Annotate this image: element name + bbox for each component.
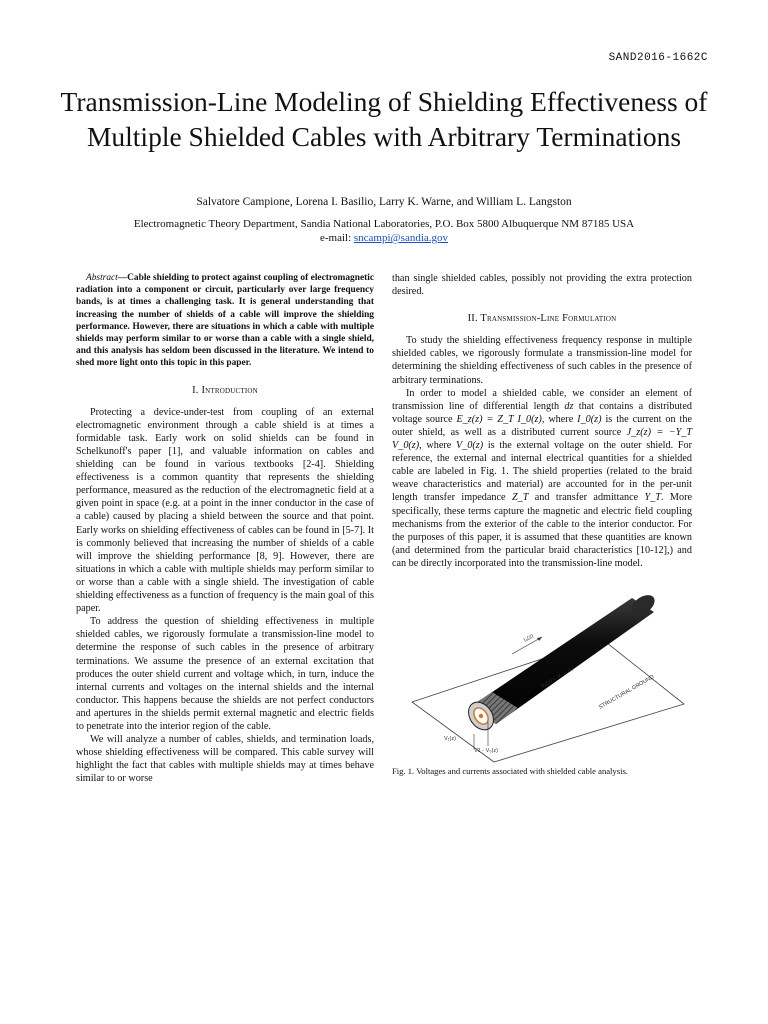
math-ez: E_z(z) = Z_T I_0(z): [456, 413, 542, 425]
affiliation-text: Electromagnetic Theory Department, Sandia National Laboratories, P.O. Box 5800 Albuquerque NM 87185 USA: [133, 218, 635, 230]
email-link[interactable]: sncampi@sandia.gov: [353, 232, 449, 244]
intro-paragraph-2: To address the question of shielding effectiveness in multiple shielded cables, we rigorously formulate a transmission-line model to determine the response of such cables in the presence of arbitrary terminations. We assume the presence of an external excitation that produces the outer shield current and voltage which, in turn, induce the internal currents and voltages on the internal shields and the internal conductor. This happens because the shields are not perfect conductors and apertures in the shields permit external magnetic and electric fields to penetrate into the interior region of the cable.: [76, 616, 374, 732]
math-zt: Z_T: [511, 492, 529, 504]
left-column: [76, 272, 374, 785]
label-i0: I₀(z): [522, 633, 535, 644]
math-i0: I_0(z): [577, 413, 602, 425]
label-vlz: V₁(z): [444, 735, 456, 742]
intro-paragraph-1: Protecting a device-under-test from coupling of an external electromagnetic environment through a cable shield is at times a formidable task. Early work on solid shields can be found in Schelkunoff's paper [1], and valuable information on cables and shielding can be found in various textbooks [2-4]. Shielding effectiveness is a common quantity that represents the shielding performance, measured as the reduction of the electromagnetic field at a given point in space (e.g. at a point in the inner conductor in the case of a cable) caused by placing a shield between the source and that point. Early works on shielding effectiveness of cables can be found in [5-7]. It is commonly believed that increasing the number of shields of a cable will improve the shielding performance [8, 9]. However, there are situations in which a cable with multiple shields may perform similar to or worse than a cable with a single shield. The investigation of cable shielding effectiveness as a function of frequency is the main goal of this paper.: [76, 406, 374, 615]
email-line: [60, 231, 708, 245]
math-yt: Y_T: [644, 492, 661, 504]
text-run: , where: [419, 440, 456, 452]
text-run: that contains a distributed voltage source: [392, 400, 692, 425]
intro-continuation: than single shielded cables, possibly not providing the extra protection desired.: [392, 273, 692, 298]
text-run: and transfer admittance: [528, 492, 645, 504]
figure-1: [392, 584, 692, 774]
abstract: [76, 272, 374, 370]
math-dz: dz: [564, 400, 574, 412]
label-ground: STRUCTURAL GROUND: [598, 674, 656, 711]
tl-paragraph-2: [392, 387, 692, 570]
report-id: SAND2016-1662C: [608, 52, 708, 64]
affiliation: [60, 217, 708, 245]
email-label: e-mail:: [319, 232, 354, 244]
section-heading-transmission-line: II. Transmission-Line Formulation: [467, 313, 617, 325]
arrow-head-icon: [537, 637, 542, 641]
label-v1v0: V1 - V₀(z): [474, 747, 498, 754]
tl-paragraph-1: To study the shielding effectiveness frequency response in multiple shielded cables, we rigorously formulate a transmission-line model for determining the shielding effectiveness of such cables in the presence of arbitrary terminations.: [392, 335, 692, 386]
figure-caption: Fig. 1. Voltages and currents associated with shielded cable analysis.: [392, 765, 628, 776]
math-v0: V_0(z): [455, 440, 484, 452]
text-run: In order to model a shielded cable, we consider an element of transmission line of differential length: [392, 387, 692, 412]
cable-diagram: [392, 584, 692, 764]
text-run: is the external voltage on the outer shield. For reference, the external and internal electrical quantities for a shielded cable are labeled in Fig. 1. The shield properties (related to the braid weave characteristics and material) are accounted for in the per-unit length transfer impedance: [392, 440, 692, 504]
label-v0: V₀(z) = V₀ + V₁: [540, 666, 575, 690]
paper-title: Transmission-Line Modeling of Shielding Effectiveness of Multiple Shielded Cables with Arbitrary Terminations: [60, 86, 708, 153]
text-run: . More specifically, these terms capture the magnetic and electric field coupling mechanisms from the exterior of the cable to the interior conductor. For the purposes of this paper, it is assumed that these quantities are known (and determined from the particular braid characteristics [10-12],) and can be directly incorporated into the transmission-line model.: [392, 492, 692, 569]
abstract-lead: Abstract: [86, 273, 118, 283]
author-list: Salvatore Campione, Lorena I. Basilio, Larry K. Warne, and William L. Langston: [196, 196, 572, 208]
math-jz: J_z(z) = −Y_T V_0(z): [392, 426, 693, 452]
section-heading-introduction: I. Introduction: [192, 384, 258, 396]
text-run: , where: [541, 413, 578, 425]
intro-paragraph-3: We will analyze a number of cables, shields, and termination loads, whose shielding effectiveness will be compared. This cable survey will highlight the fact that cables with multiple shields may at times behave similar to or worse: [76, 734, 374, 785]
inner-conductor-icon: [479, 714, 483, 718]
right-column: [392, 272, 692, 774]
abstract-text: —Cable shielding to protect against coupling of electromagnetic radiation into a component or circuit, particularly over large frequency bands, is at times a challenging task. It is general understanding that increasing the number of shields of a cable will improve the shielding performance. However, there are situations in which a cable with multiple shields may perform similar to or worse than a cable with a single shield, and this analysis has seldom been discussed in the literature. We intend to shed more light onto this topic in this paper.: [76, 273, 374, 369]
text-run: is the current on the outer shield, as well as a distributed current source: [392, 413, 692, 438]
